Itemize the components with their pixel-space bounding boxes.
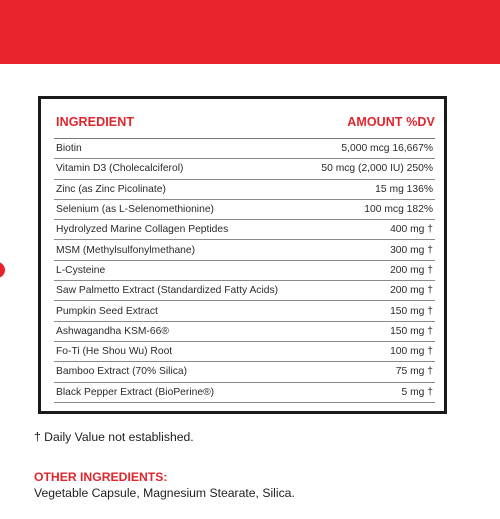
ingredient-amount: 300 mg † [390, 244, 433, 256]
ingredient-amount: 75 mg † [395, 366, 433, 378]
daily-value-footnote: † Daily Value not established. [34, 430, 194, 444]
ingredient-name: L-Cysteine [56, 264, 106, 276]
ingredient-amount: 50 mcg (2,000 IU) 250% [321, 163, 433, 175]
header-amount-dv: AMOUNT %DV [347, 115, 435, 129]
ingredient-amount: 400 mg † [390, 224, 433, 236]
table-row [54, 342, 435, 362]
table-row [54, 362, 435, 382]
ingredient-name: Zinc (as Zinc Picolinate) [56, 183, 166, 195]
ingredient-name: Pumpkin Seed Extract [56, 305, 158, 317]
table-row [54, 383, 435, 403]
ingredient-amount: 100 mcg 182% [364, 204, 433, 216]
table-row [54, 240, 435, 260]
table-row [54, 220, 435, 240]
ingredient-name: Ashwagandha KSM-66® [56, 325, 169, 337]
top-red-band [0, 0, 500, 64]
ingredient-amount: 200 mg † [390, 285, 433, 297]
ingredient-amount: 100 mg † [390, 346, 433, 358]
ingredient-name: Vitamin D3 (Cholecalciferol) [56, 163, 184, 175]
table-row [54, 322, 435, 342]
header-ingredient: INGREDIENT [56, 115, 135, 129]
ingredient-amount: 150 mg † [390, 325, 433, 337]
ingredient-name: Fo-Ti (He Shou Wu) Root [56, 346, 173, 358]
ingredient-list [54, 139, 435, 403]
table-row [54, 200, 435, 220]
ingredient-amount: 150 mg † [390, 305, 433, 317]
ingredient-amount: 5 mg † [401, 386, 433, 398]
table-header [56, 109, 435, 135]
ingredient-name: Selenium (as L-Selenomethionine) [56, 204, 214, 216]
left-edge-red-tab [0, 262, 5, 278]
ingredient-amount: 15 mg 136% [375, 183, 433, 195]
ingredient-amount: 5,000 mcg 16,667% [341, 143, 433, 155]
ingredient-name: Black Pepper Extract (BioPerine®) [56, 386, 215, 398]
table-row [54, 139, 435, 159]
other-ingredients-title: OTHER INGREDIENTS: [34, 470, 168, 484]
other-ingredients-text: Vegetable Capsule, Magnesium Stearate, Silica. [34, 486, 295, 500]
ingredient-amount: 200 mg † [390, 264, 433, 276]
supplement-facts-panel [38, 96, 447, 414]
table-row [54, 261, 435, 281]
ingredient-name: Bamboo Extract (70% Silica) [56, 366, 188, 378]
table-row [54, 281, 435, 301]
table-row [54, 180, 435, 200]
ingredient-name: Saw Palmetto Extract (Standardized Fatty Acids) [56, 285, 279, 297]
table-row [54, 301, 435, 321]
ingredient-name: MSM (Methylsulfonylmethane) [56, 244, 196, 256]
ingredient-name: Biotin [56, 143, 82, 155]
table-row [54, 159, 435, 179]
ingredient-name: Hydrolyzed Marine Collagen Peptides [56, 224, 229, 236]
